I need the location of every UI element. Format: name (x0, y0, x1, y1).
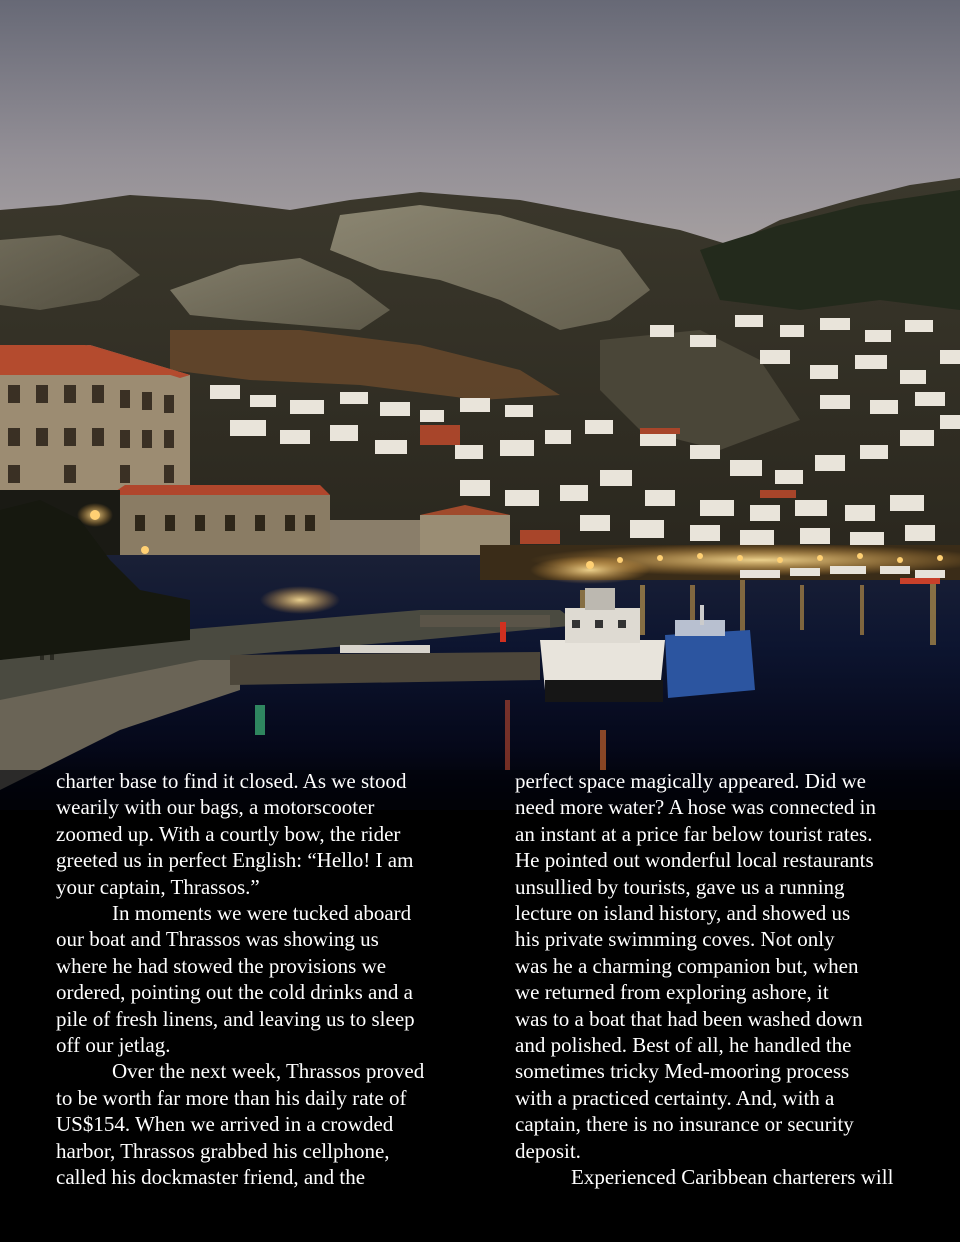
text-line: called his dockmaster friend, and the (56, 1165, 366, 1190)
text-line: greeted us in perfect English: “Hello! I am (56, 848, 414, 873)
text-line: with a practiced certainty. And, with a (515, 1085, 835, 1110)
text-line: zoomed up. With a courtly bow, the rider (56, 821, 401, 846)
text-line: where he had stowed the provisions we (56, 953, 387, 978)
text-line: sometimes tricky Med-mooring process (515, 1059, 850, 1084)
text-line: He pointed out wonderful local restaurants (515, 848, 874, 873)
text-line: to be worth far more than his daily rate of (56, 1085, 407, 1110)
text-line: deposit. (515, 1138, 581, 1163)
text-line: wearily with our bags, a motorscooter (56, 795, 375, 820)
text-line: was to a boat that had been washed down (515, 1006, 863, 1031)
text-line: pile of fresh linens, and leaving us to sleep (56, 1006, 415, 1031)
text-line: Experienced Caribbean charterers will (571, 1165, 894, 1190)
text-line: unsullied by tourists, gave us a running (515, 874, 845, 899)
article-column-left (56, 768, 486, 1191)
text-line: off our jetlag. (56, 1033, 171, 1058)
text-line: we returned from exploring ashore, it (515, 980, 829, 1005)
text-line: Over the next week, Thrassos proved (112, 1059, 425, 1084)
text-line: perfect space magically appeared. Did we (515, 769, 866, 793)
text-line: harbor, Thrassos grabbed his cellphone, (56, 1138, 390, 1163)
text-line: captain, there is no insurance or security (515, 1112, 854, 1137)
text-line: and polished. Best of all, he handled the (515, 1033, 852, 1058)
text-line: his private swimming coves. Not only (515, 927, 835, 952)
text-line: lecture on island history, and showed us (515, 901, 851, 926)
text-line: In moments we were tucked aboard (112, 901, 412, 926)
text-line: our boat and Thrassos was showing us (56, 927, 379, 952)
text-line: was he a charming companion but, when (515, 953, 859, 978)
text-line: an instant at a price far below tourist rates. (515, 821, 873, 846)
text-line: ordered, pointing out the cold drinks and a (56, 980, 413, 1005)
text-line: your captain, Thrassos.” (56, 874, 260, 899)
text-line: need more water? A hose was connected in (515, 795, 876, 820)
article-column-right (515, 768, 955, 1191)
text-line: charter base to find it closed. As we stood (56, 769, 407, 793)
text-line: US$154. When we arrived in a crowded (56, 1112, 394, 1137)
